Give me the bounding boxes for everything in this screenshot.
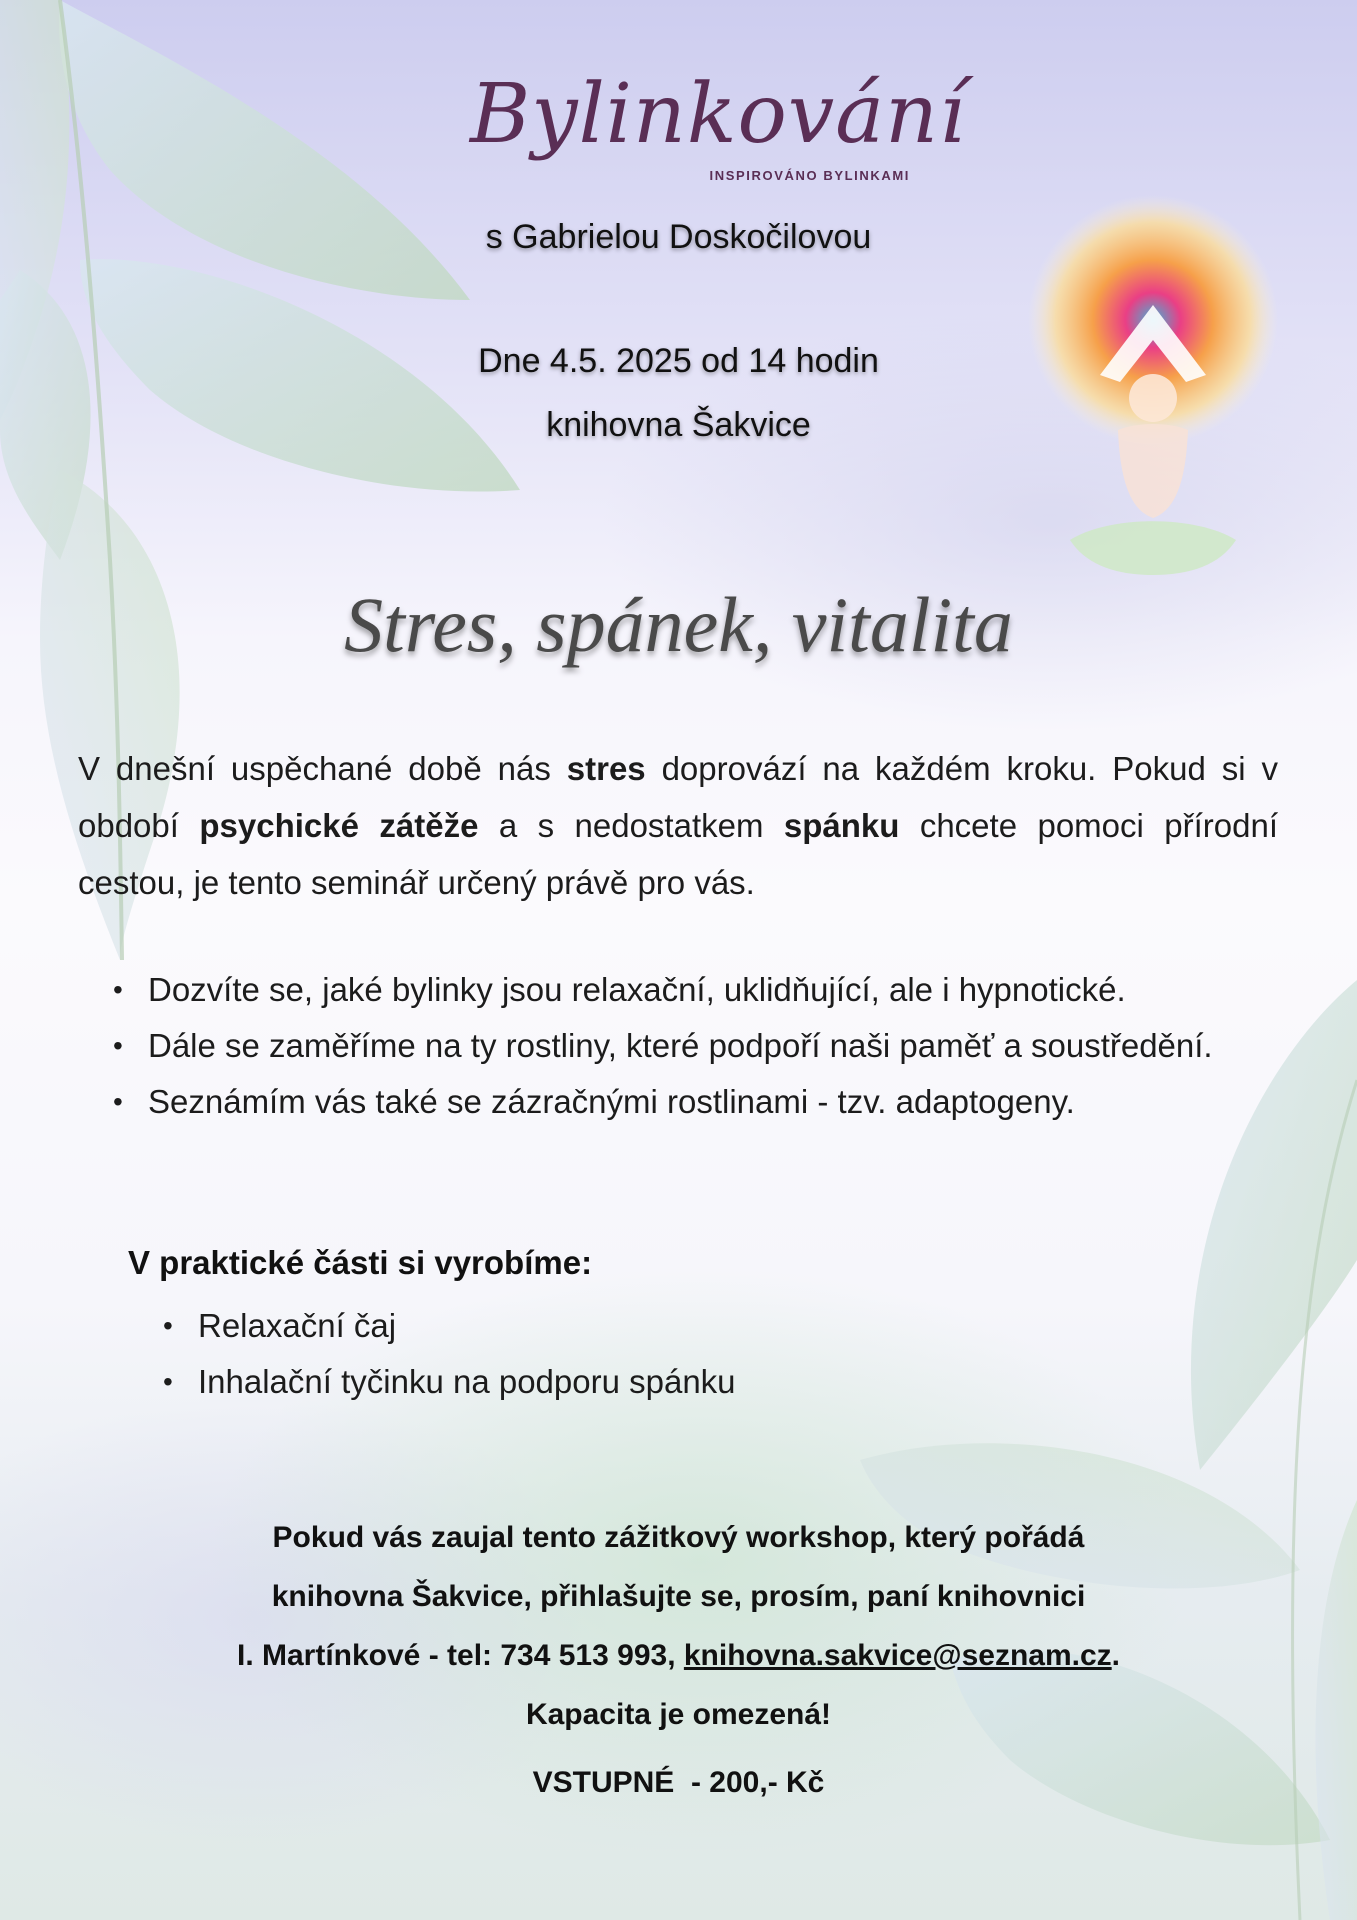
intro-paragraph <box>78 740 1278 911</box>
intro-text: a s nedostatkem <box>478 807 784 844</box>
logo-tagline: INSPIROVÁNO BYLINKAMI <box>709 168 910 183</box>
practical-list <box>128 1298 1028 1410</box>
registration-info <box>0 1508 1357 1744</box>
entry-price: VSTUPNÉ - 200,- Kč <box>532 1766 825 1799</box>
intro-text: doprovází na každém kroku. Pokud si v období <box>78 750 1279 844</box>
capacity-note: Kapacita je omezená! <box>525 1698 832 1731</box>
list-item: • Inhalační tyčinku na podporu spánku <box>128 1354 1028 1410</box>
footer-line: knihovna Šakvice, přihlašujte se, prosím, paní knihovnici <box>271 1580 1086 1613</box>
presenter-line: s Gabrielou Doskočilovou <box>485 218 872 256</box>
practical-heading: V praktické části si vyrobíme: <box>128 1244 593 1281</box>
date-line: Dne 4.5. 2025 od 14 hodin <box>478 342 879 380</box>
topics-list <box>78 962 1278 1130</box>
place-line: knihovna Šakvice <box>546 406 811 444</box>
intro-emphasis: spánku <box>783 807 900 844</box>
list-item: • Relaxační čaj <box>128 1298 1028 1354</box>
intro-text: chcete pomoci přírodní cestou, je tento seminář určený právě pro vás. <box>78 807 1278 901</box>
contact-suffix: . <box>1111 1639 1121 1672</box>
list-item: • Seznámím vás také se zázračnými rostlinami - tzv. adaptogeny. <box>78 1074 1278 1130</box>
list-item: • Dozvíte se, jaké bylinky jsou relaxační, uklidňující, ale i hypnotické. <box>78 962 1278 1018</box>
intro-text: V dnešní uspěchané době nás <box>78 750 567 787</box>
event-subtitle: Stres, spánek, vitalita <box>344 581 1013 668</box>
email-link[interactable]: knihovna.sakvice@seznam.cz <box>683 1639 1112 1672</box>
intro-emphasis: psychické zátěže <box>199 807 479 844</box>
list-item: • Dále se zaměříme na ty rostliny, které podpoří naši paměť a soustředění. <box>78 1018 1278 1074</box>
footer-contact-line <box>0 1626 1357 1685</box>
brand-logo <box>470 60 967 200</box>
logo-wordmark: Bylinkování <box>470 67 967 162</box>
footer-line: Pokud vás zaujal tento zážitkový workshop, který pořádá <box>272 1521 1085 1554</box>
contact-text: I. Martínkové - tel: 734 513 993, <box>236 1639 684 1672</box>
intro-emphasis: stres <box>566 750 646 787</box>
